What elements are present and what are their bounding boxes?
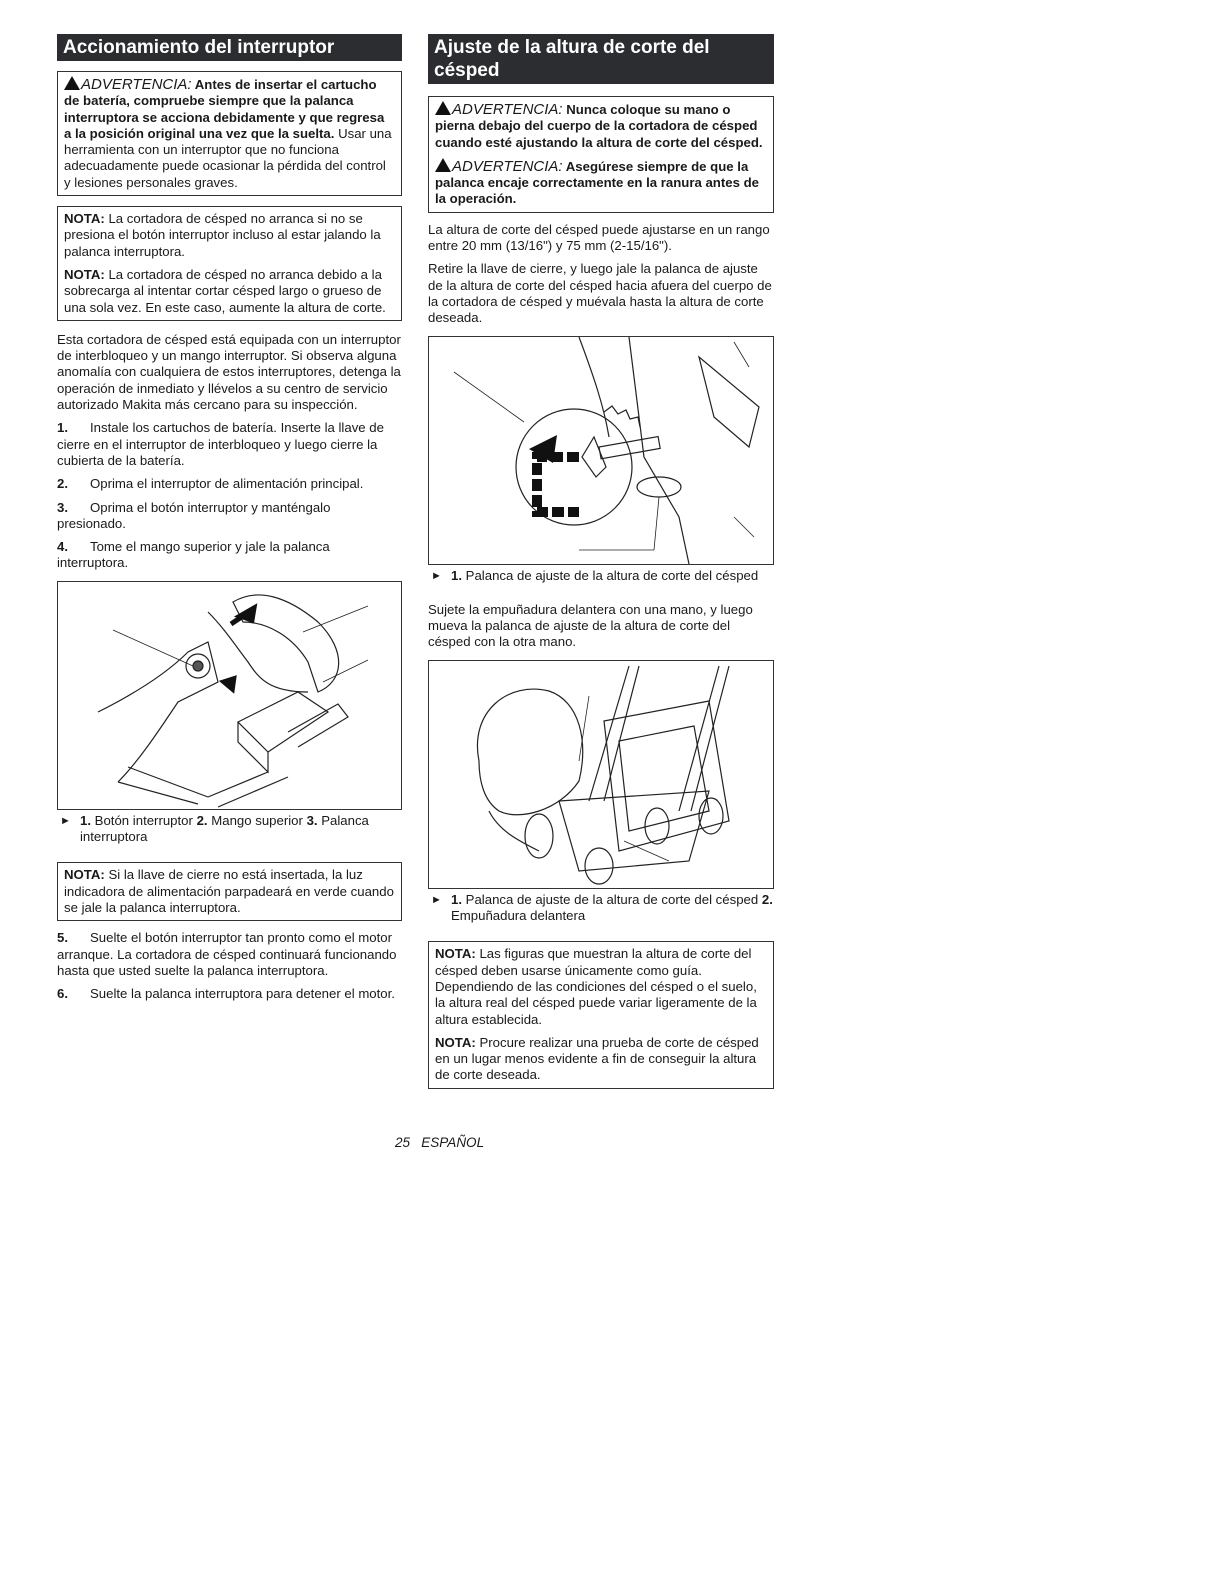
figure-caption: ► 1. Palanca de ajuste de la altura de corte del césped 2. Empuñadura delantera	[431, 891, 773, 924]
language-label: ESPAÑOL	[421, 1135, 485, 1150]
step-4: 4. Tome el mango superior y jale la palanca interruptora.	[57, 539, 330, 571]
section-title: Ajuste de la altura de corte del césped	[428, 34, 774, 84]
warning-bold-text: Antes de insertar el cartucho de batería, compruebe siempre que la palanca interruptora se acciona debidamente y que regresa a la posición original una vez que la suelta.	[64, 77, 385, 141]
figure-caption: ► 1. Palanca de ajuste de la altura de corte del césped	[431, 567, 759, 583]
step-3: 3. Oprima el botón interruptor y manténgalo presionado.	[57, 499, 331, 531]
right-column	[428, 34, 774, 1089]
figure-switch-handle	[57, 581, 402, 810]
warning-text: Usar una herramienta con un interruptor que no funciona adecuadamente puede ocasionar la pérdida del control y lesiones personales graves.	[64, 125, 392, 190]
note-box: NOTA: Si la llave de cierre no está insertada, la luz indicadora de alimentación parpadeará en verde cuando se jale la palanca interruptora.	[57, 862, 402, 921]
paragraph: Sujete la empuñadura delantera con una mano, y luego mueva la palanca de ajuste de la altura de corte del césped con la otra mano.	[428, 601, 753, 650]
note-box: NOTA: Las figuras que muestran la altura de corte del césped deben usarse únicamente como guía. Dependiendo de las condiciones del césped o el suelo, la altura real del césped puede variar ligeramente de la altura establecida. NOTA: Procure realizar una prueba de corte de césped en un lugar menos evidente a fin de conseguir la altura de corte deseada.	[428, 941, 774, 1088]
warning-box: ADVERTENCIA: Nunca coloque su mano o pierna debajo del cuerpo de la cortadora de césped cuando esté ajustando la altura de corte del césped. ADVERTENCIA: Asegúrese siempre de que la palanca encaje correctamente en la ranura antes de la operación.	[428, 96, 774, 213]
warning-icon	[64, 76, 80, 90]
warning-box	[57, 71, 402, 196]
page-footer	[395, 1135, 484, 1151]
pointer-icon: ►	[431, 569, 442, 582]
note-box	[57, 206, 402, 321]
step-6: 6. Suelte la palanca interruptora para detener el motor.	[57, 986, 395, 1002]
note: NOTA: La cortadora de césped no arranca si no se presiona el botón interruptor incluso al estar jalando la palanca interruptora.	[64, 211, 381, 259]
warning-icon	[435, 158, 451, 172]
step-2: 2. Oprima el interruptor de alimentación principal.	[57, 476, 364, 492]
left-column	[57, 34, 402, 1002]
intro-paragraph: Esta cortadora de césped está equipada con un interruptor de interbloqueo y un mango interruptor. Si observa alguna anomalía con cualquiera de estos interruptores, detenga la operación de inmediato y llévelos a su centro de servicio autorizado Makita más cercano para su inspección.	[57, 331, 401, 413]
warning-label: ADVERTENCIA:	[81, 76, 192, 93]
arrow-icon	[219, 668, 245, 693]
arrow-icon	[537, 457, 579, 512]
lever-illustration	[429, 337, 773, 564]
step-1: 1. Instale los cartuchos de batería. Inserte la llave de cierre en el interruptor de interbloqueo y luego cierre la cubierta de la batería.	[57, 420, 384, 468]
note: NOTA: La cortadora de césped no arranca debido a la sobrecarga al intentar cortar césped largo o grueso de una sola vez. En este caso, aumente la altura de corte.	[64, 266, 386, 315]
page-number: 25	[395, 1135, 411, 1150]
handle-illustration	[58, 582, 401, 809]
figure-height-lever	[428, 336, 774, 565]
section-title: Accionamiento del interruptor	[57, 34, 402, 61]
paragraph: La altura de corte del césped puede ajustarse en un rango entre 20 mm (13/16") y 75 mm (2-15/16").	[428, 221, 770, 254]
pointer-icon: ►	[431, 893, 442, 906]
step-5: 5. Suelte el botón interruptor tan pronto como el motor arranque. La cortadora de césped continuará funcionando hasta que usted suelte la palanca interruptora.	[57, 930, 397, 978]
warning-icon	[435, 101, 451, 115]
figure-mower	[428, 660, 774, 889]
figure-caption: ► 1. Botón interruptor 2. Mango superior 3. Palanca interruptora	[60, 812, 369, 845]
pointer-icon: ►	[60, 814, 71, 827]
mower-illustration	[429, 661, 773, 888]
paragraph: Retire la llave de cierre, y luego jale la palanca de ajuste de la altura de corte del césped hacia afuera del cuerpo de la cortadora de césped y muévala hasta la altura de corte deseada.	[428, 261, 772, 326]
